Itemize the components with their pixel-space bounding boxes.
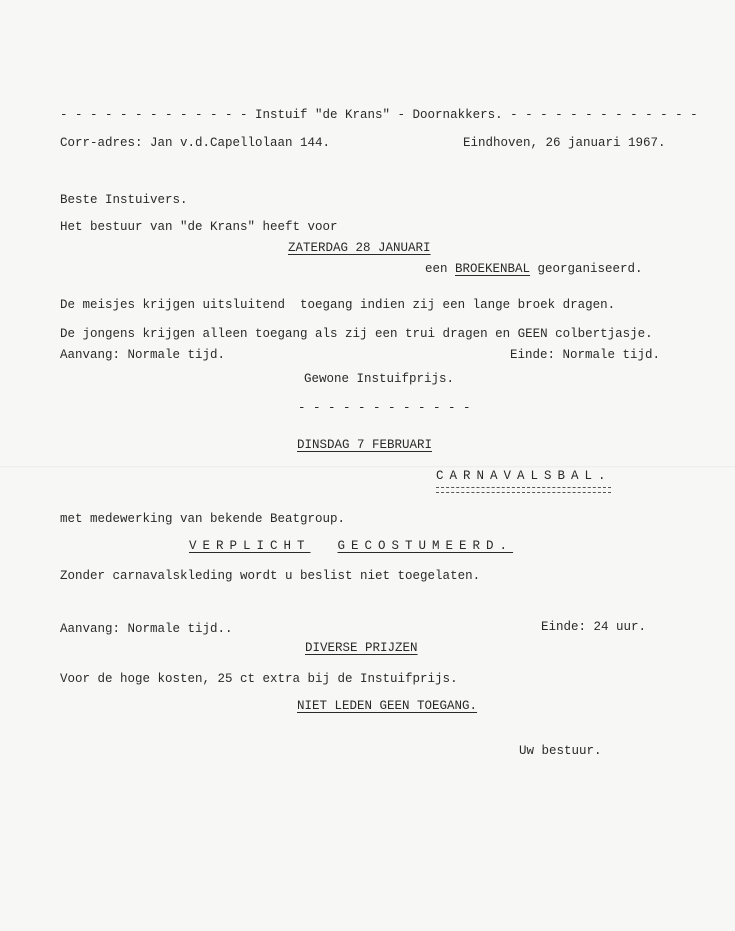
correspondence-address: Corr-adres: Jan v.d.Capellolaan 144. [60,136,331,150]
event1-name: BROEKENBAL [455,262,531,276]
event1-post: georganiseerd. [530,262,643,276]
event1-end: Einde: Normale tijd. [510,348,661,362]
event2-costume-a: VERPLICHT [189,539,311,553]
event1-rule-boys: De jongens krijgen alleen toegang als zij een trui dragen en GEEN colbertjasje. [60,327,653,341]
event1-rule-girls: De meisjes krijgen uitsluitend toegang indien zij een lange broek dragen. [60,298,616,312]
paper-fold [0,466,735,468]
event2-band: met medewerking van bekende Beatgroup. [60,512,346,526]
event2-costume-b: GECOSTUMEERD. [337,539,514,553]
salutation: Beste Instuivers. [60,193,188,207]
event2-members: NIET LEDEN GEEN TOEGANG. [297,699,478,713]
event2-name: CARNAVALSBAL. [436,469,612,483]
event1-date: ZATERDAG 28 JANUARI [288,241,431,255]
event2-prizes: DIVERSE PRIJZEN [305,641,418,655]
event1-price: Gewone Instuifprijs. [304,372,455,386]
event2-rule: Zonder carnavalskleding wordt u beslist niet toegelaten. [60,569,481,583]
event2-costume [189,539,513,553]
event1-start: Aanvang: Normale tijd. [60,348,226,362]
event2-name-double-underline [436,487,611,493]
event2-date: DINSDAG 7 FEBRUARI [297,438,433,452]
event1-announcement [425,262,643,276]
event1-pre: een [425,262,456,276]
signature: Uw bestuur. [519,744,602,758]
intro-text: Het bestuur van "de Krans" heeft voor [60,220,338,234]
event1-separator: - - - - - - - - - - - - [298,401,471,415]
place-date: Eindhoven, 26 januari 1967. [463,136,666,150]
event2-extra: Voor de hoge kosten, 25 ct extra bij de Instuifprijs. [60,672,458,686]
letter-header: - - - - - - - - - - - - - Instuif "de Krans" - Doornakkers. - - - - - - - - - - - - - [60,108,698,122]
event2-end: Einde: 24 uur. [541,620,647,634]
event2-start: Aanvang: Normale tijd.. [60,622,233,636]
